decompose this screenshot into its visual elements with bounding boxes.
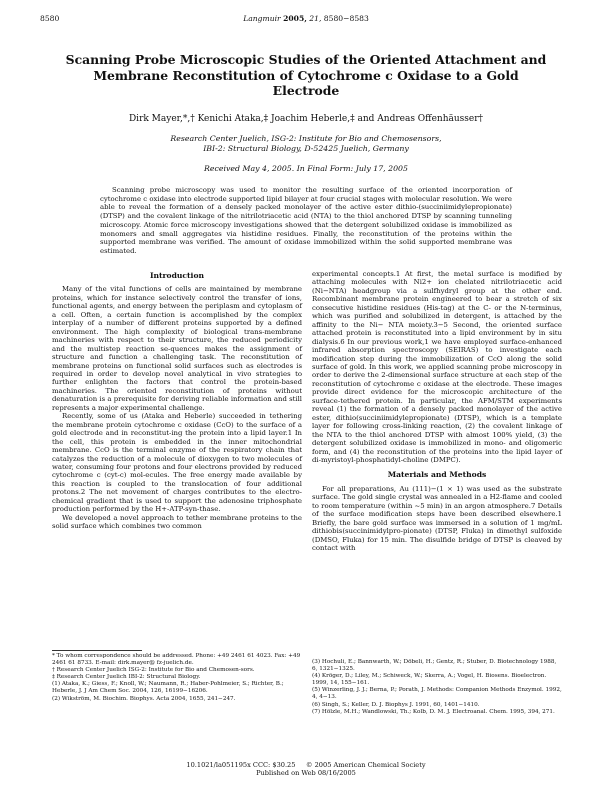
intro-paragraph-2: Recently, some of us (Ataka and Heberle) succeeded in tethering the membrane protein cytochrome c oxidase (CcO) to the surface of a gold electrode and in reconstitut-ing the protein into a lipid layer.1 In the cell, this protein is embedded in the inner mitochondrial membrane. CcO is the terminal enzyme of the respiratory chain that catalyzes the reduction of a molecule of dioxygen to two molecules of water, consuming four protons and four electrons provided by reduced cytochrome c (cyt-c) mol-ecules. The free energy made available by this reaction is coupled to the translocation of four additional protons.2 The net movement of charges contributes to the electro-chemical gradient that is used to support the adenosine triphosphate production performed by the H+-ATP-syn-thase. bbox=[52, 412, 302, 514]
intro-paragraph-3: We developed a novel approach to tether membrane proteins to the solid surface which combines two common bbox=[52, 513, 302, 531]
intro-paragraph-1: Many of the vital functions of cells are maintained by membrane proteins, which for instance selectively control the transfer of ions, functional agents, and energy between the periplasm and cytoplasm of a cell. Often, a certain function is accomplished by the complex interplay of a number of different proteins supported by a defined environment. The high complexity of biological trans-membrane machineries with respect to their structure, the reduced periodicity and the multistep reaction se-quences makes the assignment of structure and function a challenging task. The reconstitution of membrane proteins on functional solid surfaces such as electrodes is required in order to develop novel analytical in vivo strategies to further enlighten the factors that control the protein-based machineries. The oriented reconstitution of proteins without denaturation is a prerequisite for deriving reliable information and still represents a major experimental challenge. bbox=[52, 285, 302, 412]
affiliation-line-1: Research Center Juelich, ISG-2: Institute for Bio and Chemosensors, bbox=[170, 134, 442, 143]
journal-volume: 21, bbox=[309, 14, 322, 23]
footnote: (5) Winzerling, J. J.; Berna, P.; Porath, J. Methods: Companion Methods Enzymol. 1992, 4, 4−13. bbox=[312, 687, 562, 701]
running-header bbox=[40, 14, 572, 28]
footnote: (4) Kröger, D.; Liley, M.; Schiweck, W.; Skerra, A.; Vogel, H. Biosens. Bioelectron. 1999, 14, 155−161. bbox=[312, 673, 547, 687]
paper-title: Scanning Probe Microscopic Studies of the Oriented Attachment and Membrane Reconstitution of Cytochrome c Oxidase to a Gold Electrode bbox=[65, 52, 547, 98]
footnote: (2) Wikström, M. Biochim. Biophys. Acta 2004, 1655, 241−247. bbox=[52, 695, 236, 702]
footnote: * To whom correspondence should be addressed. Phone: +49 2461 61 4023. Fax: +49 2461 61 8733. E-mail: dirk.mayer@ fz-juelich.de. bbox=[52, 653, 301, 667]
left-column bbox=[52, 272, 302, 531]
affiliation bbox=[40, 134, 572, 154]
published-line: Published on Web 08/16/2005 bbox=[256, 769, 356, 778]
journal-citation bbox=[40, 14, 572, 23]
section-heading-introduction: Introduction bbox=[149, 271, 205, 280]
section-heading-methods: Materials and Methods bbox=[387, 470, 487, 480]
footnote: † Research Center Juelich ISG-2: Institute for Bio and Chemosen-sors. bbox=[52, 667, 255, 674]
received-dates: Received May 4, 2005. In Final Form: July 17, 2005 bbox=[204, 164, 408, 173]
footnote-divider-left bbox=[52, 650, 142, 651]
author-list: Dirk Mayer,*,† Kenichi Ataka,‡ Joachim Heberle,‡ and Andreas Offenhäusser† bbox=[128, 114, 484, 124]
page-number: 8580 bbox=[40, 14, 60, 23]
journal-name: Langmuir bbox=[243, 14, 281, 23]
methods-paragraph-1: For all preparations, Au (111)−(1 × 1) was used as the substrate surface. The gold single crystal was annealed in a H2-flame and cooled to room temperature (within ~5 min) in an argon atmosphere.7 Details of the surface modification steps have been described elsewhere.1 Briefly, the bare gold surface was immersed in a solution of 1 mg/mL dithiobis(succinimidylpro-pionate) (DTSP, Fluka) in dimethyl sulfoxide (DMSO, Fluka) for 15 min. The disulfide bridge of DTSP is cleaved by contact with bbox=[312, 484, 562, 553]
footnotes-right bbox=[312, 659, 562, 716]
footnote: (7) Hölzle, M.H.; Wandlowski, Th.; Kolb, D. M. J. Electroanal. Chem. 1995, 394, 271. bbox=[312, 708, 555, 715]
footnote: (1) Ataka, K.; Giess, F.; Knoll, W.; Naumann, R.; Haber-Pohlmeier, S.; Richter, B.; Heberle, J. J Am Chem Soc. 2004, 126, 16199−16206. bbox=[52, 681, 284, 695]
journal-year: 2005, bbox=[283, 14, 307, 23]
right-column bbox=[312, 270, 562, 553]
affiliation-line-2: IBI-2: Structural Biology, D-52425 Juelich, Germany bbox=[203, 144, 409, 153]
right-paragraph-1: experimental concepts.1 At first, the metal surface is modified by attaching molecules with Ni2+ ion chelated nitrilotriacetic acid (Ni−NTA) headgroup via a sulfhydryl group at the other end. Recombinant membrane protein engineered to bear a stretch of six consecutive histidine residues (His-tag) at the C- or the N-terminus, which was purified and solubilized in detergent, is attached by the affinity to the Ni− NTA moiety.3−5 Second, the oriented surface attached protein is reconstituted into a lipid environment by in situ dialysis.6 In our previous work,1 we have employed surface-enhanced infrared absorption spectroscopy (SEIRAS) to investigate each modification step during the immobilization of CcO along the solid surface of gold. In this work, we applied scanning probe microscopy in order to derive the 2-dimensional surface structure at each step of the reconstitution of cytochrome c oxidase at the electrode. These images provide direct evidence for the microscopic architecture of the surface-tethered protein. In particular, the AFM/STM experiments reveal (1) the formation of a densely packed monolayer of the active ester, dithio(succiniimidylepropionate) (DTSP), which is a template layer for following cross-linking reaction, (2) the covalent linkage of the NTA to the thiol anchored DTSP with almost 100% yield, (3) the detergent solubilized oxidase is immobilized in mono- and oligomeric form, and (4) the reconstitution of the proteins into the lipid layer of di-myristoyl-phosphatidyl-choline (DMPC). bbox=[312, 270, 562, 464]
footnote: (3) Hochuli, E.; Bannwarth, W.; Döbeli, H.; Gentz, R.; Stuber, D. Biotechnology 1988, 6, 1321−1325. bbox=[312, 659, 557, 673]
page-footer bbox=[40, 761, 572, 778]
footnote: ‡ Research Center Juelich IBI-2: Structural Biology. bbox=[52, 674, 201, 681]
footnote: (6) Singh, S.; Keller, D. J. Biophys J. 1991, 60, 1401−1410. bbox=[312, 701, 480, 708]
journal-pages: 8580−8583 bbox=[323, 14, 369, 23]
doi-line: 10.1021/la051195x CCC: $30.25 © 2005 American Chemical Society bbox=[186, 761, 426, 769]
abstract: Scanning probe microscopy was used to monitor the resulting surface of the oriented incorporation of cytochrome c oxidase into electrode supported lipid bilayer at four crucial stages with molecular resolution. We were able to reveal the formation of a densely packed monolayer of the active ester dithio-(succiniimidylepropionate) (DTSP) and the covalent linkage of the nitrilotriacetic acid (NTA) to the thiol anchored DTSP by scanning tunneling microscopy. Atomic force microscopy investigations showed that the detergent solubilized oxidase is immobilized as monomers and small aggregates via histidine residues. Finally, the reconstitution of the proteins within the supported membrane was verified. The amount of oxidase immobilized within the solid supported membrane was estimated. bbox=[100, 186, 512, 255]
footnotes-left bbox=[52, 653, 302, 703]
